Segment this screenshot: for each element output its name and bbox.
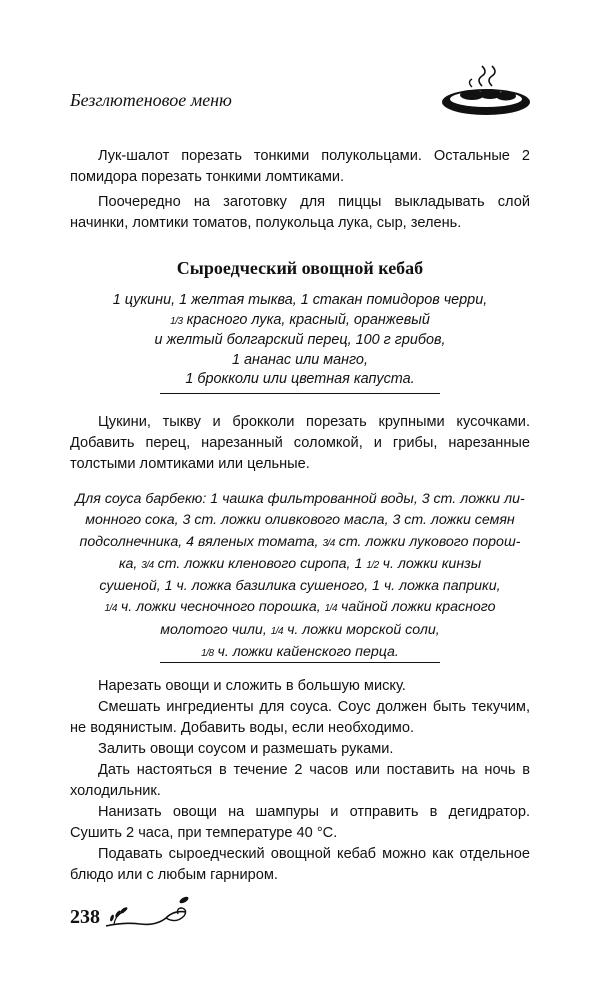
prep-text xyxy=(70,412,530,475)
floral-swirl-icon xyxy=(100,888,200,932)
fraction: 1/8 xyxy=(201,648,214,660)
fraction: 1/4 xyxy=(270,625,284,637)
divider-line xyxy=(160,662,440,663)
paragraph: Лук-шалот порезать тонкими полукольцами. Остальные 2 помидора порезать тонкими ломтиками. xyxy=(70,148,530,185)
fraction: 1/3 xyxy=(170,315,183,327)
sauce-text: ч. ложки морской соли, xyxy=(283,621,440,638)
page-number: 238 xyxy=(70,906,100,928)
sauce-line: сушеной, 1 ч. ложка базилика сушеного, 1 ч. ложка паприки, xyxy=(99,578,501,595)
sauce-text: чайной ложки красного xyxy=(337,599,496,616)
sauce-text: ст. ложки лукового порош- xyxy=(334,533,521,550)
sauce-line xyxy=(70,532,530,554)
sauce-line: монного сока, 3 ст. ложки оливкового масла, 3 ст. ложки семян xyxy=(85,512,515,529)
sauce-text: молотого чили, xyxy=(160,621,271,638)
sauce-line xyxy=(70,620,530,642)
paragraph: Цукини, тыкву и брокколи порезать крупными кусочками. Добавить перец, нарезанный соломкой, и грибы, нарезанные толстыми ломтиками или цельные. xyxy=(70,414,530,472)
fraction: 1/4 xyxy=(104,603,117,615)
ingredients-list xyxy=(70,291,530,390)
divider-line xyxy=(160,393,440,394)
step-paragraph: Смешать ингредиенты для соуса. Соус должен быть текучим, не водянистым. Добавить воды, если необходимо. xyxy=(70,699,530,736)
fraction: 3/4 xyxy=(322,537,335,549)
sauce-text: ч. ложки чесночного порошка, xyxy=(116,599,325,616)
sauce-text: подсолнечника, 4 вяленых томата, xyxy=(79,533,323,550)
step-paragraph: Нарезать овощи и сложить в большую миску. xyxy=(98,678,406,694)
sauce-text: ка, xyxy=(118,555,142,572)
plate-with-food-icon xyxy=(434,62,534,122)
ingredient-text: красного лука, красный, оранжевый xyxy=(182,311,430,328)
ingredient-line: и желтый болгарский перец, 100 г грибов, xyxy=(154,332,446,348)
sauce-line xyxy=(70,554,530,576)
sauce-line xyxy=(70,597,530,619)
ingredient-line: 1 ананас или манго, xyxy=(232,351,368,368)
step-paragraph: Дать настояться в течение 2 часов или поставить на ночь в холодильник. xyxy=(70,762,530,799)
fraction: 1/4 xyxy=(324,603,338,615)
fraction: 1/2 xyxy=(366,559,379,571)
step-paragraph: Нанизать овощи на шампуры и отправить в дегидратор. Сушить 2 часа, при температуре 40 °С. xyxy=(70,804,530,841)
step-paragraph: Залить овощи соусом и размешать руками. xyxy=(98,741,394,757)
fraction: 3/4 xyxy=(141,559,154,571)
recipe-title: Сыроедческий овощной кебаб xyxy=(176,258,424,278)
sauce-text: ст. ложки кленового сиропа, 1 xyxy=(153,555,367,572)
sauce-text: ч. ложки кайенского перца. xyxy=(213,644,399,661)
intro-text xyxy=(70,146,530,234)
ingredient-line xyxy=(70,311,530,332)
ingredient-line: 1 цукини, 1 желтая тыква, 1 стакан помидоров черри, xyxy=(112,292,488,308)
step-paragraph: Подавать сыроедческий овощной кебаб можно как отдельное блюдо или с любым гарниром. xyxy=(70,846,530,883)
running-header: Безглютеновое меню xyxy=(70,90,232,110)
steps-text xyxy=(70,676,530,886)
sauce-text: ч. ложки кинзы xyxy=(378,555,482,572)
paragraph: Поочередно на заготовку для пиццы выкладывать слой начинки, ломтики томатов, полукольца лука, сыр, зелень. xyxy=(70,194,530,231)
sauce-ingredients xyxy=(70,489,530,664)
sauce-line: Для соуса барбекю: 1 чашка фильтрованной воды, 3 ст. ложки ли- xyxy=(75,491,525,507)
ingredient-line: 1 брокколи или цветная капуста. xyxy=(185,371,415,387)
